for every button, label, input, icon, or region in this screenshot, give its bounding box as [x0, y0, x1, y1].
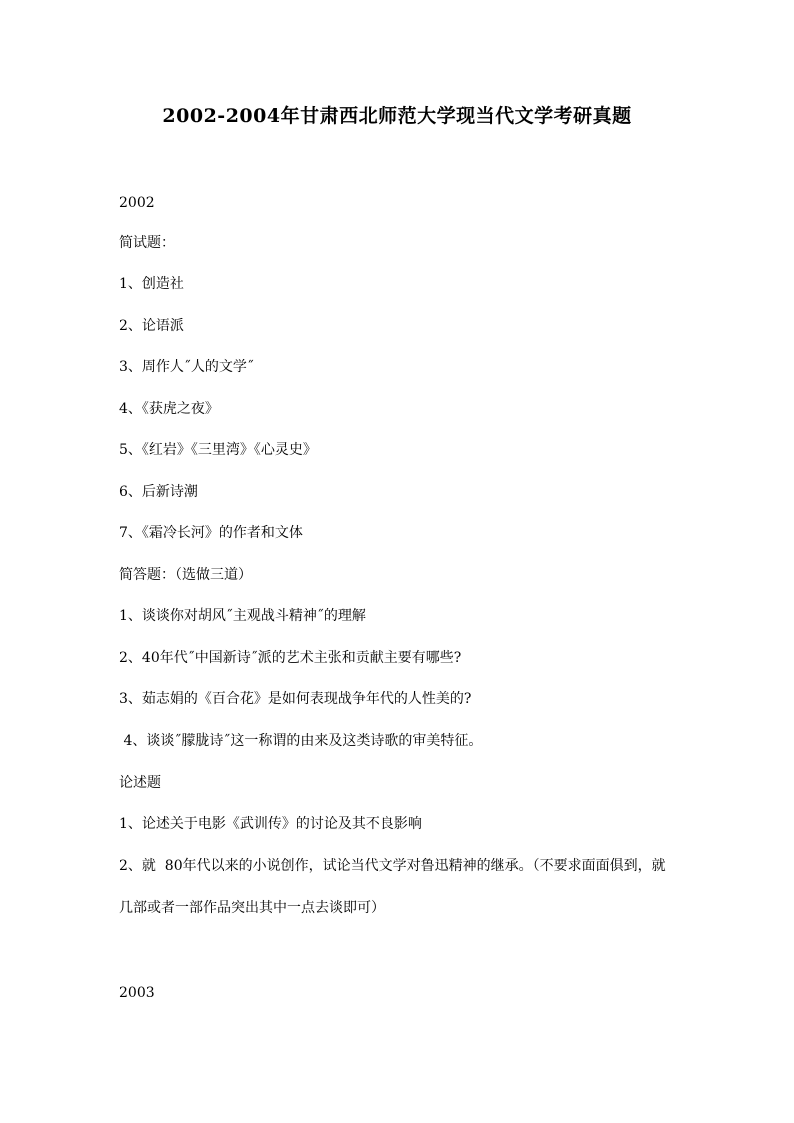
question-item: 1、谈谈你对胡风˝主观战斗精神˝的理解	[119, 608, 366, 624]
section-heading-answer-questions: 简答题：（选做三道）	[119, 567, 252, 583]
document-title: 2002-2004年甘肃西北师范大学现当代文学考研真题	[162, 105, 632, 127]
question-item: 7、《霜冷长河》的作者和文体	[119, 525, 303, 541]
question-item: 2、就 80年代以来的小说创作，试论当代文学对鲁迅精神的继承。（不要求面面俱到，就	[119, 858, 666, 874]
year-label-2003: 2003	[119, 985, 155, 1001]
question-item: 4、谈谈˝朦胧诗˝这一称谓的由来及这类诗歌的审美特征。	[119, 733, 483, 749]
question-item: 1、论述关于电影《武训传》的讨论及其不良影响	[119, 816, 422, 832]
question-item: 2、40年代˝中国新诗˝派的艺术主张和贡献主要有哪些?	[119, 650, 462, 666]
question-item: 1、创造社	[119, 276, 184, 292]
section-heading-short-questions: 简试题：	[119, 235, 175, 251]
question-item: 5、《红岩》《三里湾》《心灵史》	[119, 442, 317, 458]
question-item: 4、《获虎之夜》	[119, 401, 219, 417]
section-heading-essay: 论述题	[119, 775, 161, 791]
question-item: 3、周作人˝人的文学˝	[119, 359, 254, 375]
question-item: 3、茹志娟的《百合花》是如何表现战争年代的人性美的?	[119, 691, 472, 707]
question-item-continuation: 几部或者一部作品突出其中一点去谈即可）	[119, 900, 385, 916]
question-item: 2、论语派	[119, 318, 184, 334]
question-item: 6、后新诗潮	[119, 484, 198, 500]
year-label-2002: 2002	[119, 195, 155, 211]
